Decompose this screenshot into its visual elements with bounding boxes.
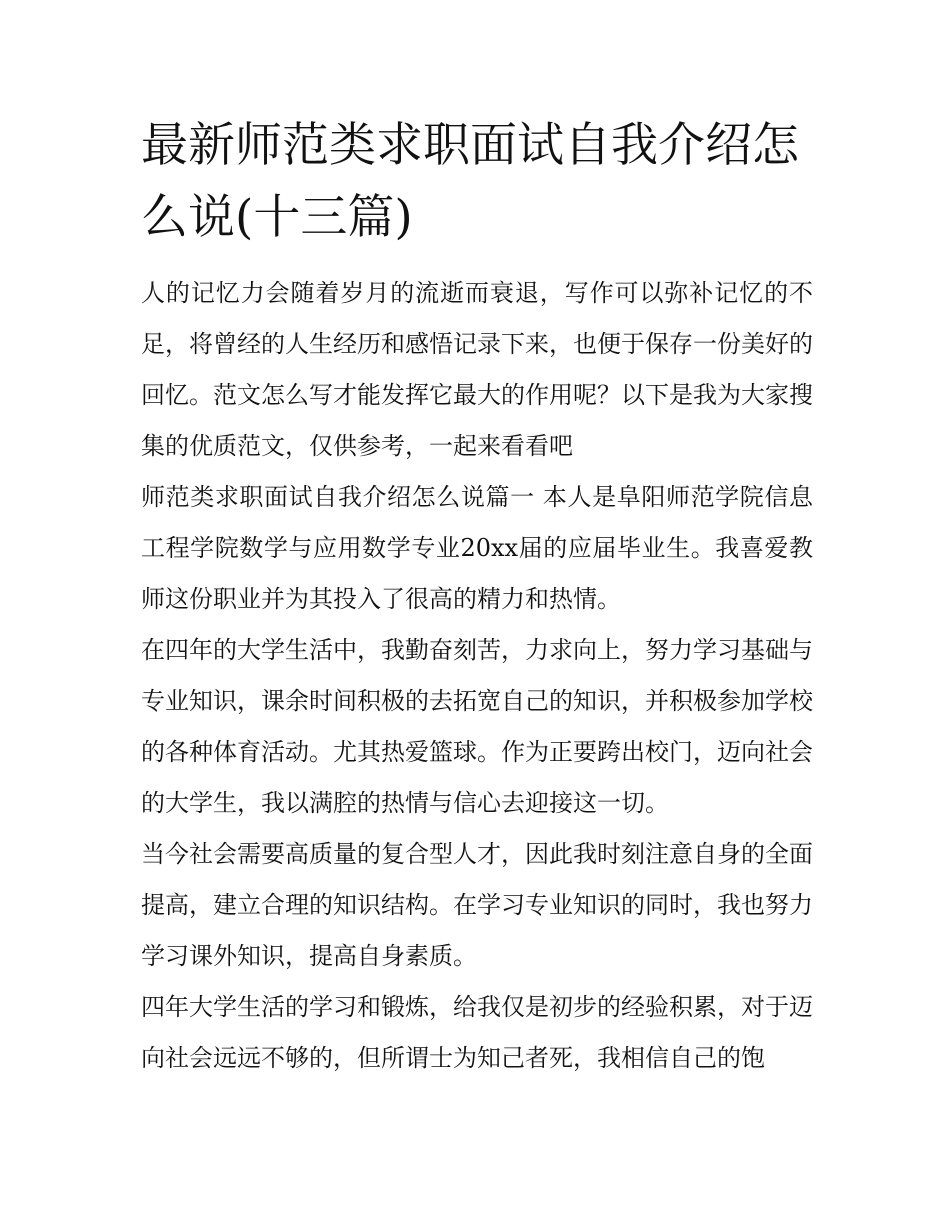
paragraph-university-life: 在四年的大学生活中，我勤奋刻苦，力求向上，努力学习基础与专业知识，课余时间积极的去拓宽自己的知识，并积极参加学校的各种体育活动。尤其热爱篮球。作为正要跨出校门，迈向社会的大学生，我以满腔的热情与信心去迎接这一切。	[141, 636, 813, 817]
paragraph-self-improvement: 当今社会需要高质量的复合型人才，因此我时刻注意自身的全面提高，建立合理的知识结构。在学习专业知识的同时，我也努力学习课外知识，提高自身素质。	[141, 840, 813, 970]
document-body	[141, 110, 813, 1084]
paragraph-section-one: 师范类求职面试自我介绍怎么说篇一 本人是阜阳师范学院信息工程学院数学与应用数学专业20xx届的应届毕业生。我喜爱教师这份职业并为其投入了很高的精力和热情。	[141, 483, 813, 613]
paragraph-intro: 人的记忆力会随着岁月的流逝而衰退，写作可以弥补记忆的不足，将曾经的人生经历和感悟记录下来，也便于保存一份美好的回忆。范文怎么写才能发挥它最大的作用呢？以下是我为大家搜集的优质范文，仅供参考，一起来看看吧	[141, 279, 813, 460]
paragraph-experience: 四年大学生活的学习和锻炼，给我仅是初步的经验积累，对于迈向社会远远不够的，但所谓士为知己者死，我相信自己的饱	[141, 993, 813, 1072]
document-title: 最新师范类求职面试自我介绍怎么说(十三篇)	[141, 118, 799, 245]
